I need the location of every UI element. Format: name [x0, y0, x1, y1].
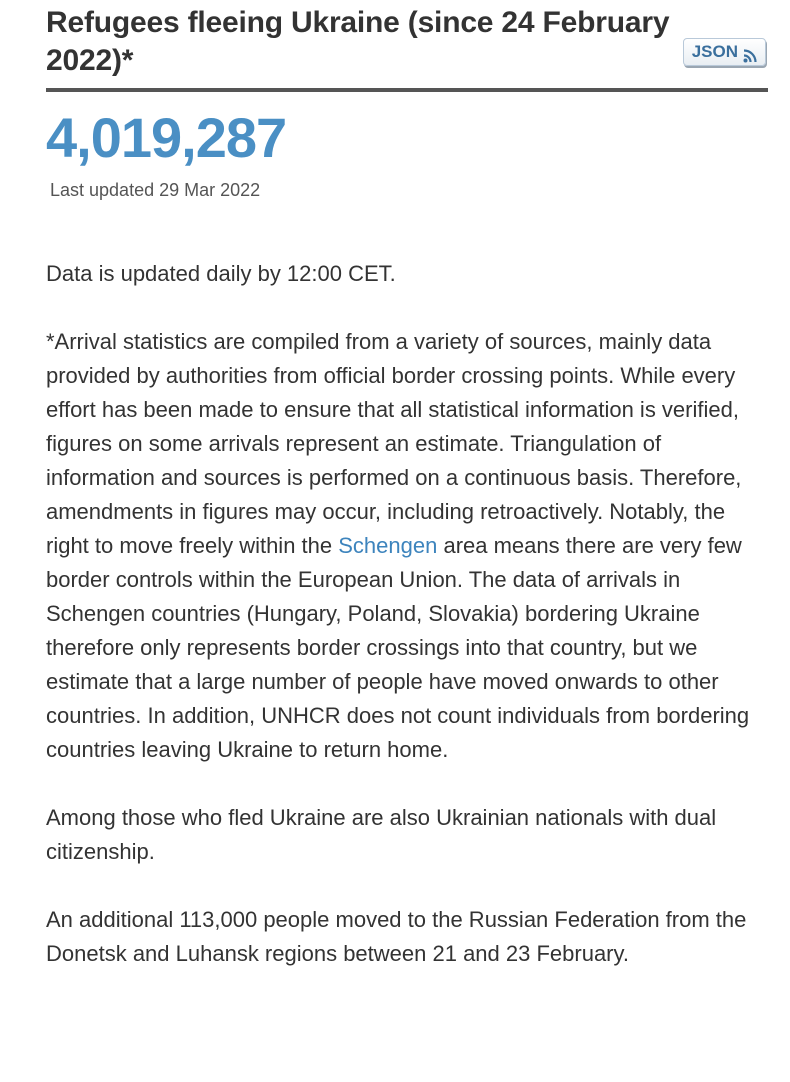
note-text-start: *Arrival statistics are compiled from a variety of sources, mainly data provided by authorities from official border crossing points. While every effort has been made to ensure that all statistical information is verified, figures on some arrivals represent an estimate. Triangulation of information and sources is performed on a continuous basis. Therefore, amendments in figures may occur, including retroactively. Notably, the right to move freely within the — [46, 329, 742, 558]
arrival-statistics-note — [46, 325, 768, 767]
header — [46, 0, 768, 92]
schengen-link[interactable]: Schengen — [338, 533, 438, 558]
notes — [46, 257, 768, 971]
page — [46, 0, 768, 1005]
russia-note: An additional 113,000 people moved to the Russian Federation from the Donetsk and Luhansk regions between 21 and 23 February. — [46, 907, 747, 966]
note-text-end: area means there are very few border controls within the European Union. The data of arrivals in Schengen countries (Hungary, Poland, Slovakia) bordering Ukraine therefore only represents border crossings into that country, but we estimate that a large number of people have moved onwards to other countries. In addition, UNHCR does not count individuals from bordering countries leaving Ukraine to return home. — [46, 533, 750, 762]
rss-icon — [743, 45, 757, 59]
refugee-count: 4,019,287 — [46, 106, 287, 169]
page-title: Refugees fleeing Ukraine (since 24 February 2022)* — [46, 6, 670, 77]
dual-citizenship-note: Among those who fled Ukraine are also Ukrainian nationals with dual citizenship. — [46, 805, 717, 864]
daily-update-note: Data is updated daily by 12:00 CET. — [46, 261, 396, 286]
json-feed-button[interactable] — [683, 38, 766, 66]
last-updated: Last updated 29 Mar 2022 — [50, 180, 261, 200]
json-button-label: JSON — [691, 42, 738, 61]
